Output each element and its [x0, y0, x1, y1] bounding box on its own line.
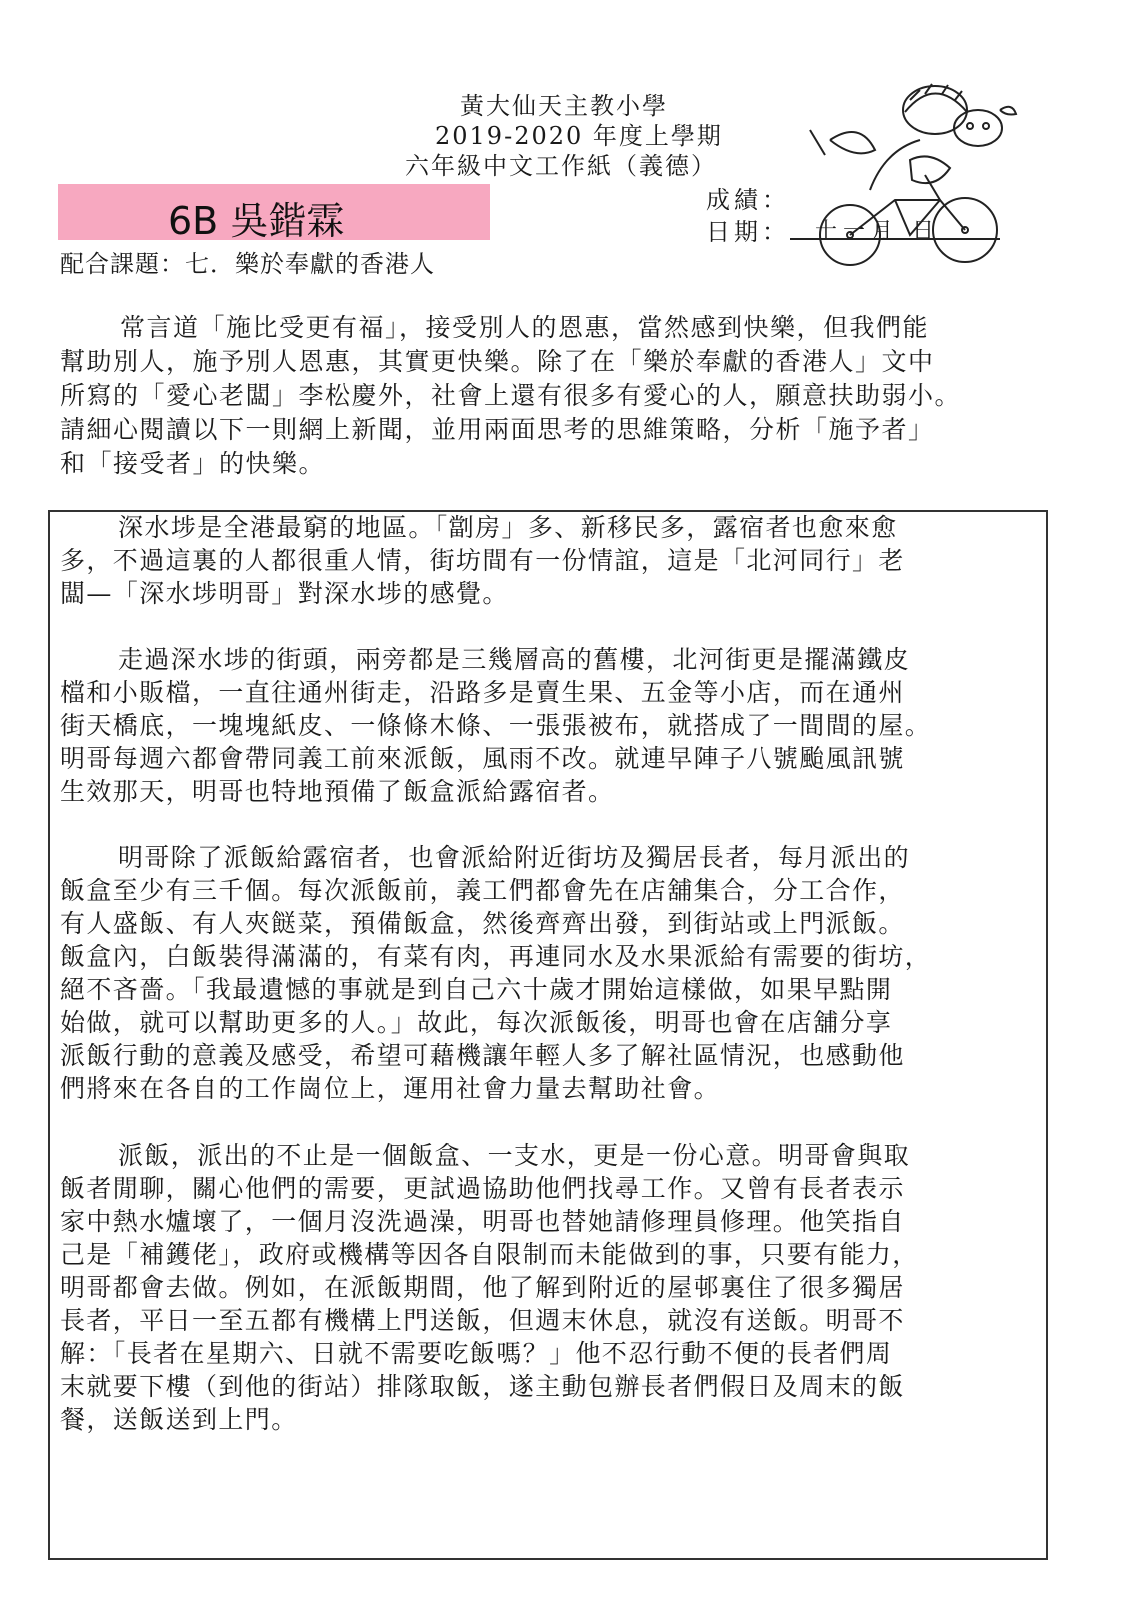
article-line: 飯盒至少有三千個。每次派飯前，義工們都會先在店舖集合，分工合作， [60, 876, 905, 905]
student-name: 6B 吳鍇霖 [168, 199, 345, 243]
article-line: 飯者閒聊，關心他們的需要，更試過協助他們找尋工作。又曾有長者表示 [60, 1174, 905, 1203]
intro-line: 幫助別人，施予別人恩惠，其實更快樂。除了在「樂於奉獻的香港人」文中 [60, 347, 935, 376]
article-line: 長者，平日一至五都有機構上門送飯，但週末休息，就沒有送飯。明哥不 [60, 1306, 905, 1335]
article-line: 有人盛飯、有人夾餸菜，預備飯盒，然後齊齊出發，到街站或上門派飯。 [60, 909, 905, 938]
article-line: 生效那天，明哥也特地預備了飯盒派給露宿者。 [60, 777, 615, 806]
intro-line: 和「接受者」的快樂。 [60, 449, 326, 478]
article-line: 家中熱水爐壞了，一個月沒洗過澡，明哥也替她請修理員修理。他笑指自 [60, 1207, 905, 1236]
article-line: 己是「補鑊佬」，政府或機構等因各自限制而未能做到的事，只要有能力， [60, 1240, 919, 1269]
article-line: 街天橋底，一塊塊紙皮、一條條木條、一張張被布，就搭成了一間間的屋。 [60, 711, 932, 740]
article-line: 走過深水埗的街頭，兩旁都是三幾層高的舊樓，北河街更是擺滿鐵皮 [118, 645, 911, 674]
school-term: 2019-2020 年度上學期 [435, 122, 723, 150]
intro-line: 請細心閱讀以下一則網上新聞，並用兩面思考的思維策略，分析「施予者」 [60, 415, 935, 444]
pig-cyclist-illustration [800, 80, 1020, 280]
article-line: 派飯行動的意義及感受，希望可藉機讓年輕人多了解社區情況，也感動他 [60, 1041, 905, 1070]
article-line: 明哥每週六都會帶同義工前來派飯，風雨不改。就連早陣子八號颱風訊號 [60, 744, 905, 773]
intro-line: 常言道「施比受更有福」，接受別人的恩惠，當然感到快樂，但我們能 [120, 313, 930, 342]
topic-line: 配合課題：七．樂於奉獻的香港人 [60, 250, 435, 278]
article-line: 明哥除了派飯給露宿者，也會派給附近街坊及獨居長者，每月派出的 [118, 843, 911, 872]
article-line: 絕不吝嗇。「我最遺憾的事就是到自己六十歲才開始這樣做，如果早點開 [60, 975, 893, 1004]
intro-line: 所寫的「愛心老闆」李松慶外，社會上還有很多有愛心的人，願意扶助弱小。 [60, 381, 962, 410]
school-name: 黃大仙天主教小學 [460, 92, 668, 120]
article-line: 派飯，派出的不止是一個飯盒、一支水，更是一份心意。明哥會與取 [118, 1141, 911, 1170]
date-value: 十一月 日 [815, 219, 940, 244]
article-line: 闆—「深水埗明哥」對深水埗的感覺。 [60, 579, 509, 608]
worksheet-title: 六年級中文工作紙（義德） [405, 152, 717, 180]
article-line: 飯盒內，白飯裝得滿滿的，有菜有肉，再連同水及水果派給有需要的街坊， [60, 942, 932, 971]
article-line: 明哥都會去做。例如，在派飯期間，他了解到附近的屋邨裏住了很多獨居 [60, 1273, 905, 1302]
date-label: 日期： [706, 218, 790, 246]
article-line: 深水埗是全港最窮的地區。「劏房」多、新移民多，露宿者也愈來愈 [118, 513, 898, 542]
article-line: 檔和小販檔，一直往通州街走，沿路多是賣生果、五金等小店，而在通州 [60, 678, 905, 707]
article-line: 末就要下樓（到他的街站）排隊取飯，遂主動包辦長者們假日及周末的飯 [60, 1372, 905, 1401]
article-line: 們將來在各自的工作崗位上，運用社會力量去幫助社會。 [60, 1074, 721, 1103]
article-line: 解：「長者在星期六、日就不需要吃飯嗎？」他不忍行動不便的長者們周 [60, 1339, 893, 1368]
score-label: 成績： [706, 186, 790, 214]
article-line: 始做，就可以幫助更多的人。」故此，每次派飯後，明哥也會在店舖分享 [60, 1008, 893, 1037]
article-line: 餐，送飯送到上門。 [60, 1405, 298, 1434]
article-line: 多，不過這裏的人都很重人情，街坊間有一份情誼，這是「北河同行」老 [60, 546, 905, 575]
